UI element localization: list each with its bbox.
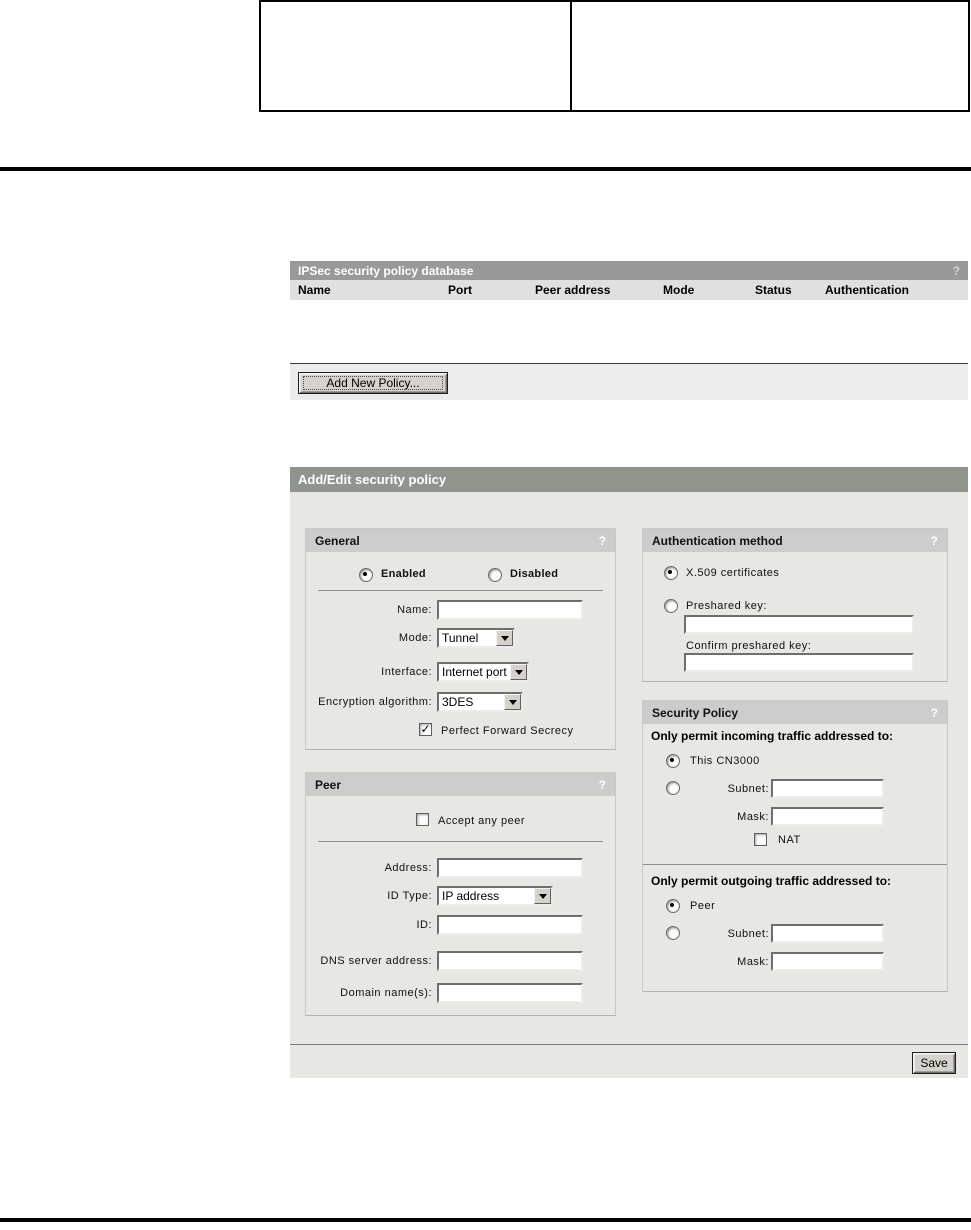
policy-table-body-empty: [290, 300, 968, 363]
preshared-key-label: Preshared key:: [686, 600, 767, 612]
column-name: Name: [298, 283, 331, 297]
encryption-select[interactable]: [437, 692, 523, 712]
incoming-mask-input[interactable]: [771, 807, 884, 826]
id-type-select-value: IP address: [442, 889, 500, 903]
dropdown-arrow-icon: [496, 630, 513, 646]
confirm-preshared-key-input[interactable]: [684, 653, 914, 672]
mode-select[interactable]: [437, 628, 515, 648]
policy-database-panel: [290, 261, 968, 400]
peer-titlebar: [306, 773, 615, 796]
divider: [643, 864, 947, 865]
authentication-section: [642, 528, 948, 682]
column-peer-address: Peer address: [535, 283, 611, 297]
column-status: Status: [755, 283, 792, 297]
nat-checkbox[interactable]: [754, 833, 767, 846]
outgoing-peer-radio[interactable]: [666, 899, 680, 913]
domain-names-label: Domain name(s):: [340, 987, 432, 999]
id-type-select[interactable]: [437, 886, 553, 906]
mode-select-value: Tunnel: [442, 631, 479, 645]
security-policy-section: [642, 700, 948, 992]
enabled-radio[interactable]: [359, 568, 373, 582]
general-section: [305, 528, 616, 750]
interface-select[interactable]: [437, 662, 529, 682]
help-icon[interactable]: ?: [930, 533, 938, 548]
policy-database-titlebar: [290, 261, 968, 280]
divider: [318, 841, 603, 842]
encryption-label: Encryption algorithm:: [318, 696, 432, 708]
this-cn3000-label: This CN3000: [690, 755, 760, 767]
add-edit-policy-panel: [290, 467, 968, 1078]
name-label: Name:: [397, 604, 432, 616]
outgoing-mask-label: Mask:: [737, 956, 769, 968]
outgoing-subnet-input[interactable]: [771, 924, 884, 943]
disabled-radio[interactable]: [488, 568, 502, 582]
preshared-key-radio[interactable]: [664, 599, 678, 613]
help-icon[interactable]: ?: [930, 705, 938, 720]
dns-server-label: DNS server address:: [320, 955, 432, 967]
top-rule: [0, 167, 971, 171]
check-icon: ✓: [420, 722, 431, 736]
add-edit-title: Add/Edit security policy: [298, 472, 447, 487]
add-new-policy-button[interactable]: Add New Policy...: [298, 372, 448, 394]
confirm-preshared-key-label: Confirm preshared key:: [686, 640, 812, 652]
incoming-mask-label: Mask:: [737, 811, 769, 823]
incoming-subnet-input[interactable]: [771, 779, 884, 798]
policy-database-title: IPSec security policy database: [298, 263, 474, 278]
column-authentication: Authentication: [825, 283, 909, 297]
disabled-label: Disabled: [510, 568, 559, 580]
name-input[interactable]: [437, 600, 583, 620]
nat-label: NAT: [778, 834, 801, 846]
add-edit-titlebar: [290, 467, 968, 492]
incoming-heading: Only permit incoming traffic addressed to:: [651, 729, 894, 743]
dropdown-arrow-icon: [504, 694, 521, 710]
security-policy-title: Security Policy: [652, 705, 739, 720]
pfs-checkbox[interactable]: [419, 723, 432, 736]
interface-select-value: Internet port: [442, 665, 507, 679]
peer-section: [305, 772, 616, 1016]
dns-server-input[interactable]: [437, 951, 583, 971]
accept-any-peer-checkbox[interactable]: [416, 813, 429, 826]
outgoing-subnet-label: Subnet:: [727, 928, 769, 940]
authentication-titlebar: [643, 529, 947, 552]
enabled-label: Enabled: [381, 568, 426, 580]
dropdown-arrow-icon: [510, 664, 527, 680]
save-button[interactable]: Save: [912, 1052, 956, 1074]
domain-names-input[interactable]: [437, 983, 583, 1003]
authentication-title: Authentication method: [652, 533, 783, 548]
incoming-subnet-label: Subnet:: [727, 783, 769, 795]
help-icon[interactable]: ?: [598, 777, 606, 792]
document-header-table: [259, 0, 970, 112]
x509-radio[interactable]: [664, 566, 678, 580]
pfs-label: Perfect Forward Secrecy: [441, 725, 574, 737]
general-title: General: [315, 533, 360, 548]
dropdown-arrow-icon: [534, 888, 551, 904]
divider: [318, 590, 603, 591]
interface-label: Interface:: [381, 666, 432, 678]
help-icon[interactable]: ?: [952, 263, 960, 278]
outgoing-mask-input[interactable]: [771, 952, 884, 971]
peer-title: Peer: [315, 777, 342, 792]
id-label: ID:: [416, 919, 432, 931]
accept-any-peer-label: Accept any peer: [438, 815, 525, 827]
table-column-divider: [570, 2, 572, 110]
address-input[interactable]: [437, 858, 583, 878]
bottom-rule: [0, 1218, 971, 1222]
id-type-label: ID Type:: [387, 890, 432, 902]
column-port: Port: [448, 283, 472, 297]
divider: [290, 1044, 968, 1045]
id-input[interactable]: [437, 915, 583, 935]
outgoing-peer-label: Peer: [690, 900, 716, 912]
divider: [290, 363, 968, 364]
column-mode: Mode: [663, 283, 695, 297]
policy-table-header: [290, 280, 968, 301]
mode-label: Mode:: [398, 632, 432, 644]
outgoing-heading: Only permit outgoing traffic addressed to:: [651, 874, 892, 888]
x509-label: X.509 certificates: [686, 567, 780, 579]
this-cn3000-radio[interactable]: [666, 754, 680, 768]
encryption-select-value: 3DES: [442, 695, 474, 709]
general-titlebar: [306, 529, 615, 552]
preshared-key-input[interactable]: [684, 615, 914, 634]
address-label: Address:: [384, 862, 432, 874]
security-policy-titlebar: [643, 701, 947, 724]
help-icon[interactable]: ?: [598, 533, 606, 548]
